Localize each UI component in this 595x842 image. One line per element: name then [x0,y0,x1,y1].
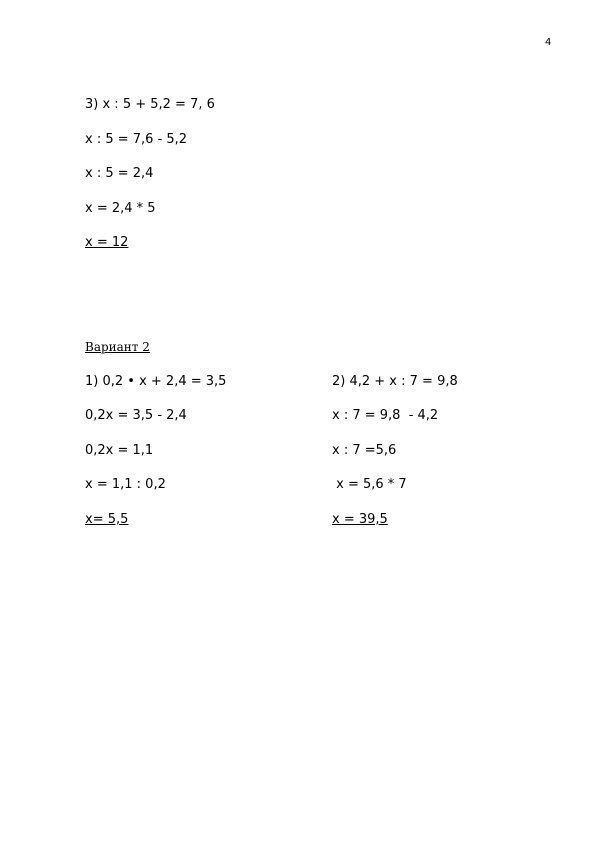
equation-answer: x = 12 [85,235,129,250]
equation-line: x : 5 = 2,4 [85,166,154,181]
equation-line: x = 1,1 : 0,2 [85,477,166,492]
equation-line: 3) x : 5 + 5,2 = 7, 6 [85,97,215,112]
equation-line: x : 7 = 9,8 - 4,2 [332,408,439,423]
equation-line: x = 5,6 * 7 [332,477,407,492]
variant-heading: Вариант 2 [85,340,150,354]
equation-answer: x = 39,5 [332,512,388,527]
equation-line: 1) 0,2 • x + 2,4 = 3,5 [85,374,227,389]
page-number: 4 [545,37,552,48]
equation-line: 0,2x = 1,1 [85,443,154,458]
equation-line: 2) 4,2 + x : 7 = 9,8 [332,374,458,389]
equation-answer: x= 5,5 [85,512,129,527]
equation-line: x = 2,4 * 5 [85,201,156,216]
equation-line: 0,2x = 3,5 - 2,4 [85,408,187,423]
equation-line: x : 7 =5,6 [332,443,397,458]
equation-line: x : 5 = 7,6 - 5,2 [85,132,188,147]
